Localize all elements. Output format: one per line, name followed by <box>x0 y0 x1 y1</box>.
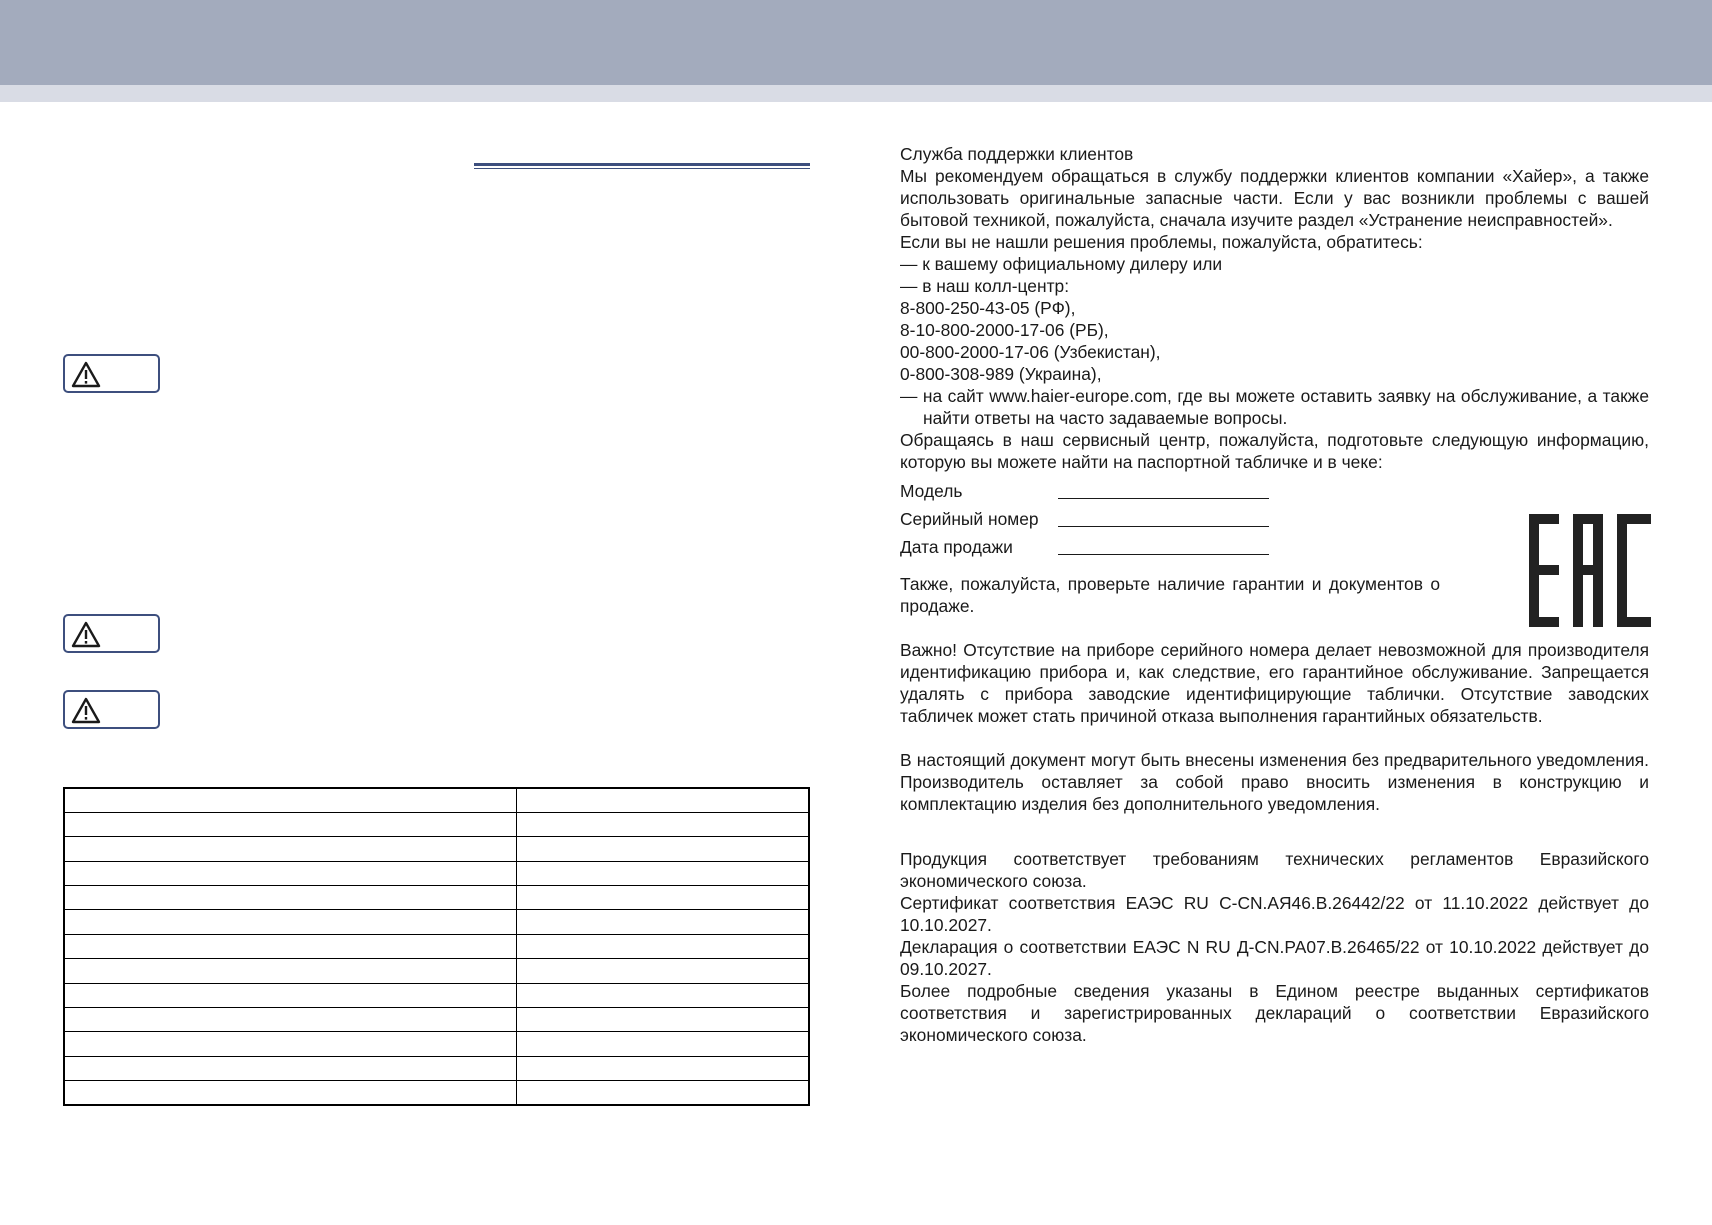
header-sub-band <box>0 85 1712 102</box>
table-cell <box>64 934 516 958</box>
phone-number: 0-800-308-989 (Украина), <box>900 364 1102 384</box>
table-cell <box>64 1032 516 1056</box>
field-label-model: Модель <box>900 481 963 501</box>
eac-mark <box>1529 514 1651 627</box>
field-row <box>900 478 1649 506</box>
table-row <box>64 886 809 910</box>
table-row <box>64 1008 809 1032</box>
table-cell <box>516 1056 809 1080</box>
table-row <box>64 910 809 934</box>
table-row <box>64 861 809 885</box>
table-row <box>64 934 809 958</box>
field-line <box>1058 498 1269 499</box>
contact-website: — на сайт www.haier-europe.com, где вы можете оставить заявку на обслуживание, а также найти ответы на часто задаваемые вопросы. <box>900 386 1649 428</box>
spacer <box>900 727 1649 749</box>
table-row <box>64 788 809 812</box>
table-cell <box>64 1081 516 1105</box>
table-row <box>64 959 809 983</box>
table-cell <box>516 983 809 1007</box>
important-notice: Важно! Отсутствие на приборе серийного номера делает невозможной для производителя идентификацию прибора и, как следствие, его гарантийное обслуживание. Запрещается удалять с прибора заводские идентифицирующие таблички. Отсутствие заводских табличек может стать причиной отказа выполнения гарантийных обязательств. <box>900 640 1649 726</box>
support-title: Служба поддержки клиентов <box>900 144 1134 164</box>
registry-text: Более подробные сведения указаны в Едином реестре выданных сертификатов соответствия и зарегистрированных деклараций о соответствии Евразийского экономического союза. <box>900 981 1649 1045</box>
table-cell <box>64 788 516 812</box>
table-cell <box>64 959 516 983</box>
phone-number: 00-800-2000-17-06 (Узбекистан), <box>900 342 1161 362</box>
contact-intro: Если вы не нашли решения проблемы, пожалуйста, обратитесь: <box>900 232 1423 252</box>
warning-triangle-icon <box>71 697 101 724</box>
table-cell <box>64 812 516 836</box>
table-cell <box>516 1032 809 1056</box>
table-cell <box>64 1056 516 1080</box>
table-row <box>64 837 809 861</box>
table-row <box>64 1032 809 1056</box>
warranty-check: Также, пожалуйста, проверьте наличие гарантии и документов о продаже. <box>900 574 1440 616</box>
phone-number: 8-10-800-2000-17-06 (РБ), <box>900 320 1109 340</box>
spec-table <box>63 787 810 1106</box>
warning-triangle-icon <box>71 361 101 388</box>
table-cell <box>516 861 809 885</box>
table-row <box>64 1081 809 1105</box>
contact-dealer: — к вашему официальному дилеру или <box>900 254 1223 274</box>
table-cell <box>516 886 809 910</box>
table-cell <box>64 886 516 910</box>
table-cell <box>516 934 809 958</box>
warning-box <box>63 690 160 729</box>
certificate-text: Сертификат соответствия ЕАЭС RU C-CN.АЯ46.В.26442/22 от 11.10.2022 действует до 10.10.2027. <box>900 893 1649 935</box>
table-cell <box>516 837 809 861</box>
phone-number: 8-800-250-43-05 (РФ), <box>900 298 1076 318</box>
table-cell <box>64 837 516 861</box>
warning-triangle-icon <box>71 621 101 648</box>
table-cell <box>64 983 516 1007</box>
header-band <box>0 0 1712 85</box>
table-row <box>64 1056 809 1080</box>
compliance-text: Продукция соответствует требованиям технических регламентов Евразийского экономического союза. <box>900 849 1649 891</box>
contact-callcenter: — в наш колл-центр: <box>900 276 1070 296</box>
declaration-text: Декларация о соответствии ЕАЭС N RU Д-CN.РА07.В.26465/22 от 10.10.2022 действует до 09.10.2027. <box>900 937 1649 979</box>
service-info: Обращаясь в наш сервисный центр, пожалуйста, подготовьте следующую информацию, которую вы можете найти на паспортной табличке и в чеке: <box>900 430 1649 472</box>
section-title-rule <box>474 163 810 169</box>
table-cell <box>516 788 809 812</box>
table-cell <box>516 1008 809 1032</box>
table-row <box>64 983 809 1007</box>
table-cell <box>64 1008 516 1032</box>
warning-box <box>63 354 160 393</box>
table-row <box>64 812 809 836</box>
table-cell <box>516 910 809 934</box>
changes-notice: В настоящий документ могут быть внесены изменения без предварительного уведомления. Производитель оставляет за собой право вносить изменения в конструкцию и комплектацию изделия без дополнительного уведомления. <box>900 750 1649 814</box>
field-line <box>1058 526 1269 527</box>
warning-box <box>63 614 160 653</box>
field-line <box>1058 554 1269 555</box>
spacer <box>900 815 1649 837</box>
table-cell <box>64 861 516 885</box>
table-cell <box>516 812 809 836</box>
field-label-serial: Серийный номер <box>900 509 1039 529</box>
table-cell <box>516 959 809 983</box>
table-cell <box>64 910 516 934</box>
field-label-sale-date: Дата продажи <box>900 537 1013 557</box>
spacer <box>900 837 1649 848</box>
table-cell <box>516 1081 809 1105</box>
support-intro: Мы рекомендуем обращаться в службу поддержки клиентов компании «Хайер», а также использовать оригинальные запасные части. Если у вас возникли проблемы с вашей бытовой техникой, пожалуйста, сначала изучите раздел «Устранение неисправностей». <box>900 166 1649 230</box>
